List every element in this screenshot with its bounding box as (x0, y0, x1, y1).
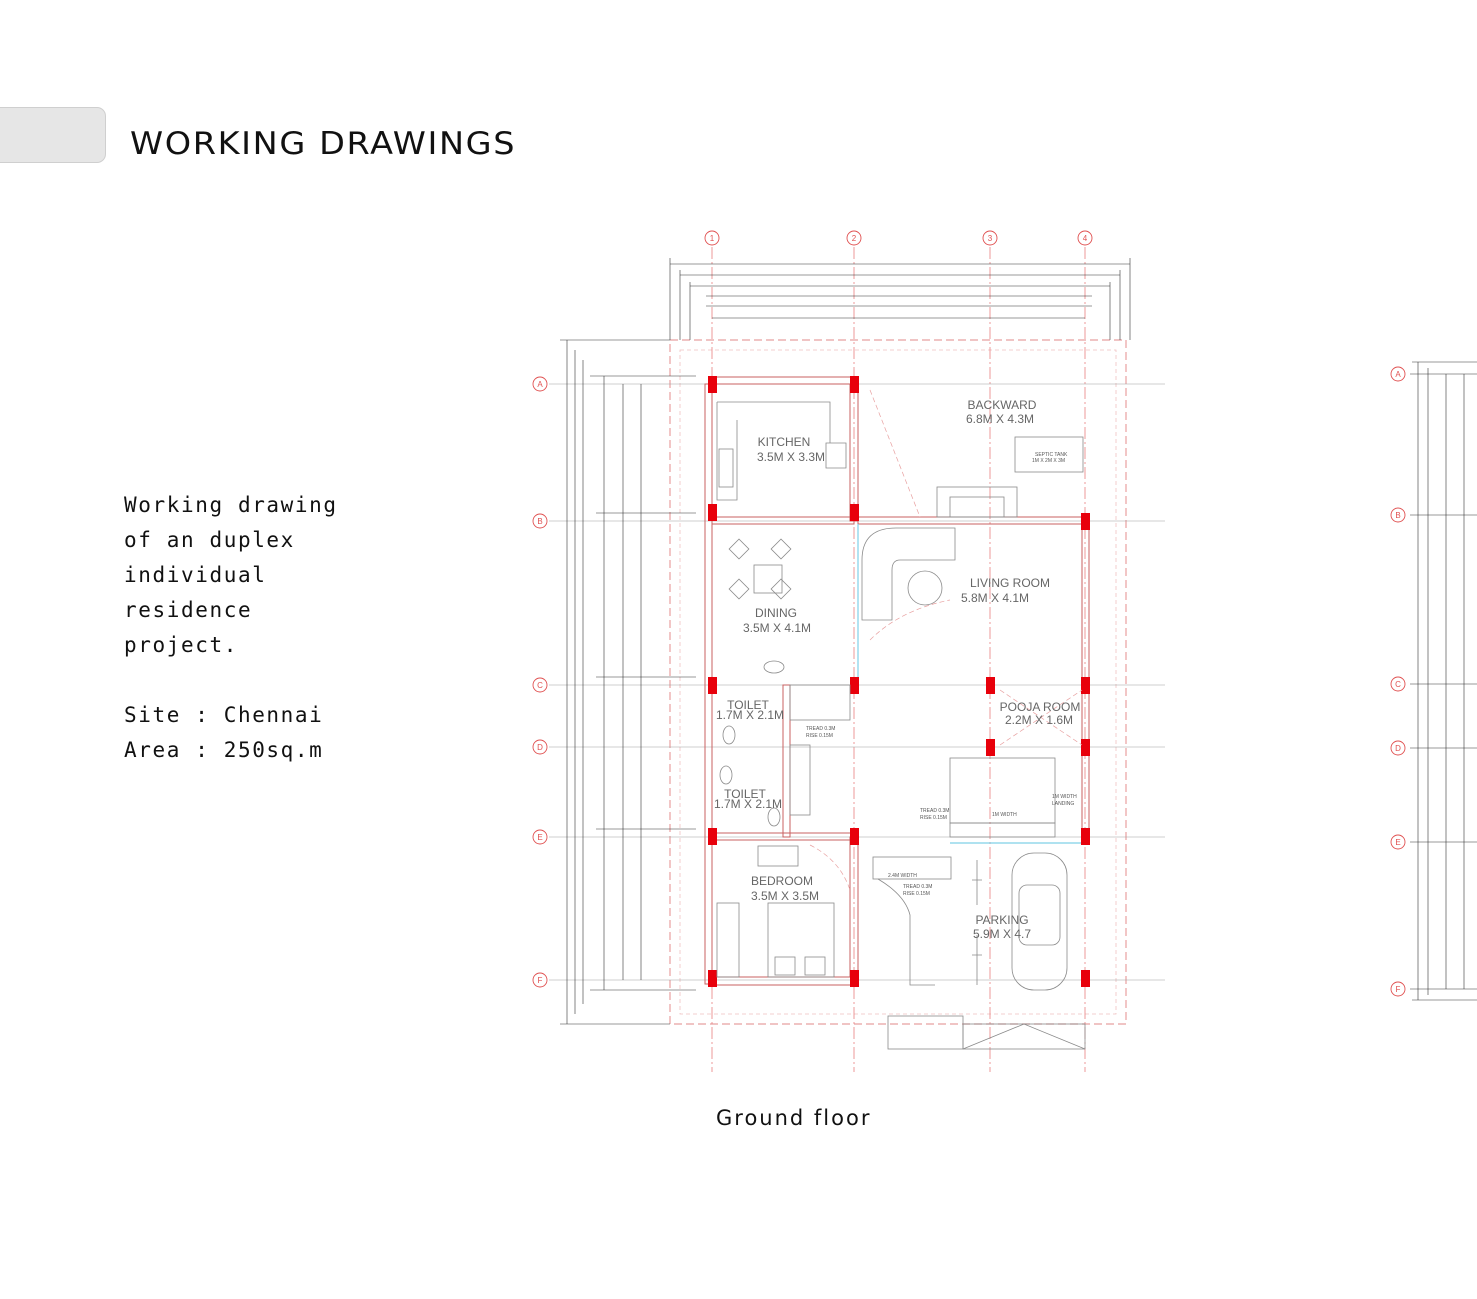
site-location: Site : Chennai (124, 703, 324, 727)
grid-label-a: A (537, 380, 543, 389)
room-size: 3.5M X 4.1M (742, 621, 812, 635)
septic-size: 1M X 2M X 3M (1032, 458, 1066, 464)
grid-label-d: D (537, 743, 543, 752)
adjacent-grid-label: F (1395, 985, 1401, 994)
room-labels (714, 398, 1080, 941)
site-area: Area : 250sq.m (124, 738, 324, 762)
plot-boundary (670, 340, 1126, 1024)
top-dimension-lines (670, 258, 1130, 340)
room-name: LIVING ROOM (969, 576, 1051, 590)
drawing-caption: Ground floor (716, 1106, 872, 1130)
landing-note: 1M WIDTH (1052, 794, 1077, 800)
adjacent-floor-plan (1391, 362, 1477, 1000)
room-size: 2.2M X 1.6M (1004, 713, 1074, 727)
room-name: DINING (755, 606, 797, 620)
page-title: WORKING DRAWINGS (130, 126, 517, 162)
room-size: 6.8M X 4.3M (965, 412, 1035, 426)
room-size: 3.5M X 3.5M (750, 889, 820, 903)
stair-note: TREAD 0.3M (903, 884, 933, 890)
description-line: project. (124, 633, 238, 657)
grid-label-2: 2 (851, 234, 857, 243)
stair-note: TREAD 0.3M (920, 808, 950, 814)
room-size: 3.5M X 3.3M (756, 450, 826, 464)
room-name: BACKWARD (967, 398, 1037, 412)
stair-note: RISE 0.15M (806, 733, 833, 739)
room-name: TOILET (724, 787, 766, 801)
room-size: 5.8M X 4.1M (960, 591, 1030, 605)
landing-note: LANDING (1052, 801, 1075, 807)
room-name: BEDROOM (750, 874, 814, 888)
room-size: 1.7M X 2.1M (715, 708, 785, 722)
grid-label-e: E (537, 833, 543, 842)
grid-label-4: 4 (1082, 234, 1088, 243)
stair-note: RISE 0.15M (920, 815, 947, 821)
grid-label-f: F (537, 976, 543, 985)
adjacent-grid-label: C (1395, 680, 1401, 689)
annotations (806, 452, 1077, 897)
description-line: individual (124, 563, 267, 587)
grid-label-b: B (537, 517, 543, 526)
adjacent-grid-label: E (1395, 838, 1401, 847)
room-name: TOILET (727, 698, 769, 712)
grid-label-1: 1 (709, 234, 715, 243)
stair-note: TREAD 0.3M (806, 726, 836, 732)
description-line: of an duplex (124, 528, 295, 552)
setback-line (680, 350, 1116, 1014)
room-size: 5.9M X 4.7 (972, 927, 1032, 941)
ramp-note: 2.4M WIDTH (888, 873, 917, 879)
grid-label-c: C (537, 681, 543, 690)
septic-label: SEPTIC TANK (1035, 452, 1068, 458)
description-line: residence (124, 598, 253, 622)
stair-width-note: 1M WIDTH (992, 812, 1017, 818)
stair-note: RISE 0.15M (903, 891, 930, 897)
adjacent-grid-label: A (1395, 370, 1401, 379)
room-size: 1.7M X 2.1M (713, 797, 783, 811)
room-name: KITCHEN (757, 435, 811, 449)
adjacent-grid-label: B (1395, 511, 1401, 520)
grid-label-3: 3 (987, 234, 993, 243)
description-line: Working drawing (124, 493, 338, 517)
room-name: POOJA ROOM (999, 700, 1081, 714)
room-name: PARKING (975, 913, 1029, 927)
adjacent-grid-label: D (1395, 744, 1401, 753)
left-dimension-lines (560, 340, 696, 1024)
